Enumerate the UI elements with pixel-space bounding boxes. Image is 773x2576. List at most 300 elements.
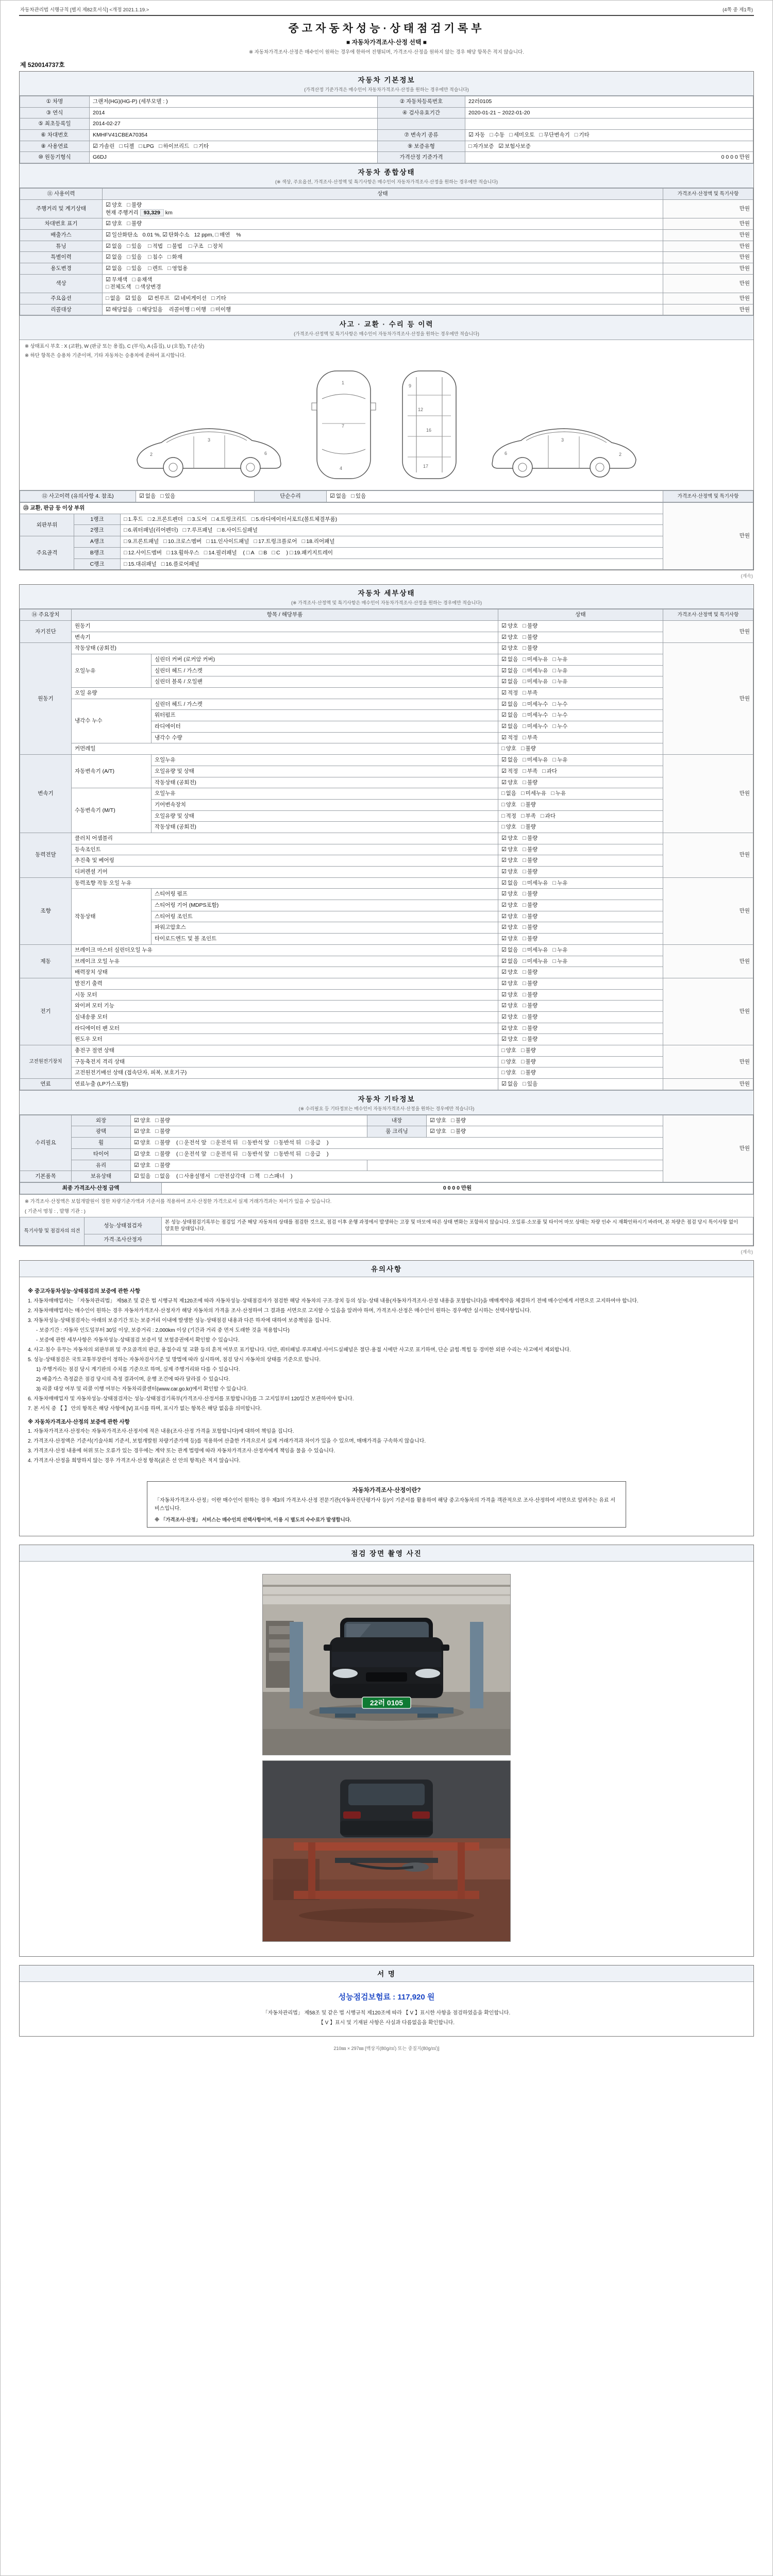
cell: 기본품목 [20,1171,72,1182]
checkbox-option: □ 불량 [523,991,538,998]
checkbox-option: □ 동반석 앞 [242,1150,270,1157]
checkbox-option: ☑ 양호 [501,969,518,976]
cell: 배출가스 [20,229,103,241]
cell: ③ 연식 [20,107,90,118]
checkbox-icon: ☑ [501,991,507,998]
cell: 수리필요 [20,1115,72,1171]
cell: 수동변속기 (M/T) [72,788,152,833]
cell [498,911,663,922]
cell: 2020-01-21 ~ 2022-01-20 [465,107,753,118]
checkbox-icon: □ [289,549,293,556]
checkbox-icon: □ [451,1128,455,1135]
checkbox-icon: □ [167,265,171,272]
svg-text:3: 3 [561,437,564,443]
checkbox-icon: ☑ [501,891,507,897]
checkbox-option: □ 디젤 [119,143,135,149]
checkbox-icon: □ [520,1047,525,1054]
cell: 만원 [663,620,753,642]
checkbox-option: □ 누수 [552,723,568,730]
cell: 최종 가격조사·산정 금액 [20,1182,162,1194]
table-row [20,1023,753,1034]
accident-history-table [20,490,753,502]
checkbox-option: □ 스패너 [264,1173,285,1180]
cell [498,989,663,1001]
checkbox-icon: □ [301,538,306,545]
checkbox-icon: ☑ [162,231,167,238]
section-title: 자동차 세부상태 [358,589,415,598]
svg-text:16: 16 [426,428,432,433]
checkbox-option: ☑ 양호 [134,1128,151,1135]
cell [498,721,663,733]
section-title: 유의사항 [371,1265,402,1273]
cell: 만원 [663,944,753,978]
section-note: (※ 가격조사·산정액 및 특기사항은 매수인이 자동차가격조사·산정을 원하는 경우에만 적습니다) [291,600,482,606]
cell: 0 0 0 0 만원 [465,152,753,163]
cell: 라디에이터 팬 모터 [72,1023,498,1034]
table-row [20,241,753,252]
cell: 배력장치 상태 [72,967,498,978]
premium-label: 성능점검보험료 : [338,1993,396,2002]
checkbox-option: ☑ 해당없음 [106,306,133,313]
checkbox-icon: □ [274,1140,278,1146]
cell: □ 12.사이드멤버 □ 13.휠하우스 □ 14.필러패널 ( □ A □ B □ C ) □ 19.패키지트레이 [121,547,663,558]
checkbox-option: □ 미세누유 [520,790,547,797]
checkbox-icon: □ [523,679,526,685]
cell [498,922,663,934]
cell: 스티어링 조인트 [152,911,498,922]
table-row [20,755,753,766]
cell: 오일 유량 [72,688,498,699]
cell: 동력전달 [20,833,72,877]
cell: ② 자동차등록번호 [378,96,465,108]
cell: 냉각수 수량 [152,732,498,743]
checkbox-icon: □ [523,757,526,764]
checkbox-option: ☑ 양호 [430,1117,447,1124]
checkbox-icon: □ [127,201,130,208]
cell [498,799,663,810]
checkbox-icon: ☑ [106,254,111,261]
checkbox-option: □ 미세누유 [523,958,548,964]
checkbox-option: ☑ 양호 [134,1117,151,1124]
checkbox-option: □ 안전삼각대 [214,1173,246,1180]
checkbox-icon: □ [215,231,219,238]
notice-block [19,1260,754,1537]
checkbox-icon: □ [523,622,526,629]
cell: 고전원전기장치 [20,1045,72,1079]
section-basic-block [19,71,754,570]
cell: 동력조향 작동 오일 누유 [72,877,498,889]
table-row [20,1079,753,1090]
checkbox-icon: ☑ [501,690,507,696]
checkbox-icon: □ [523,857,526,864]
license-plate: 22러 0105 [369,1699,404,1707]
table-row [20,525,753,536]
cell [498,967,663,978]
checkbox-icon: ☑ [468,132,474,139]
cell: 만원 [663,1115,753,1182]
checkbox-option: □ 있음 [127,254,142,261]
checkbox-option: □ 부족 [523,768,538,774]
checkbox-icon: □ [242,1150,246,1157]
cell: 만원 [663,304,753,315]
cell: B랭크 [74,547,121,558]
checkbox-icon: □ [127,243,130,249]
checkbox-icon: □ [155,1162,159,1168]
checkbox-icon: □ [155,1150,159,1157]
table-row [20,558,753,570]
cell: 만원 [663,218,753,230]
section-head-etc [20,1090,753,1115]
checkbox-option: □ 부족 [523,734,538,741]
checkbox-icon: □ [523,690,526,696]
pricing-info-box [147,1481,626,1528]
checkbox-option: ☑ 양호 [501,913,518,920]
cell: ⑧ 사용연료 [20,141,90,152]
checkbox-option: □ A [246,549,255,556]
table-row [20,1182,753,1194]
cell: 등속조인트 [72,844,498,855]
cell: ① 차명 [20,96,90,108]
cell [498,1079,663,1090]
cell: 보유상태 [72,1171,131,1182]
section-head-accident [20,315,753,340]
cell: 상태 [103,189,663,200]
checkbox-icon: □ [523,1036,526,1043]
cell: ⑥ 차대번호 [20,130,90,141]
checkbox-option: □ 유채색 [132,276,153,283]
cell [498,788,663,800]
cell [427,1115,663,1126]
checkbox-icon: □ [127,221,130,227]
checkbox-icon: □ [211,1150,215,1157]
cell: ☑ 일산화탄소 0.01 %, ☑ 탄화수소 12 ppm, □ 매연 % [103,229,663,241]
table-row [20,152,753,163]
checkbox-icon: ☑ [430,1128,435,1135]
notice-list [20,1277,753,1475]
table-row [20,609,753,621]
cell [103,252,663,263]
cell: 스티어링 기어 (MDPS포함) [152,900,498,911]
form-reference-bar [19,5,754,16]
notice-item: 3. 가격조사·산정 내용에 허위 또는 오류가 있는 경우에는 계약 또는 관계 법령에 따라 자동차가격조사·산정자에게 책임을 물을 수 있습니다. [28,1448,335,1454]
section-title: 점검 장면 촬영 사진 [351,1550,422,1558]
checkbox-option: ☑ 양호 [501,1013,518,1020]
checkbox-icon: □ [523,645,526,652]
checkbox-option: □ 있음 [523,1081,538,1088]
checkbox-option: ☑ 양호 [501,1025,518,1031]
checkbox-icon: ☑ [501,1081,507,1088]
cell [498,710,663,721]
checkbox-option: □ 불량 [523,634,538,640]
cell [103,241,663,252]
checkbox-option: □ 매연 [215,231,230,238]
checkbox-icon: □ [520,790,525,797]
cell: 원동기 [20,643,72,755]
checkbox-option: ☑ 적정 [501,690,518,696]
checkbox-icon: □ [520,812,525,819]
checkbox-option: □ 미세누유 [523,879,548,886]
table-row [20,1217,753,1234]
inspection-photo-front [262,1574,511,1755]
section-title: 서 명 [377,1970,396,1978]
cell: 연료누출 (LP가스포함) [72,1079,498,1090]
cell: 만원 [663,755,753,833]
checkbox-option: □ 있음 [351,493,366,500]
checkbox-option: ☑ 양호 [501,634,518,640]
cell: 만원 [663,1079,753,1090]
checkbox-option: □ 동반석 앞 [242,1140,270,1146]
checkbox-option: □ 장치 [208,243,223,249]
cell [498,944,663,956]
table-row [20,514,753,525]
checkbox-icon: □ [148,265,152,272]
cell [498,620,663,632]
checkbox-option: □ 불량 [451,1128,466,1135]
table-row [20,699,753,710]
checkbox-option: □ 운전석 뒤 [211,1150,238,1157]
checkbox-option: □ 누유 [552,946,568,953]
checkbox-icon: □ [124,516,127,522]
notice-item: 2) 배출가스 측정값은 점검 당시의 측정 결과이며, 운행 조건에 따라 달라질 수 있습니다. [36,1376,230,1382]
notice-item: - 보증기간 : 자동차 인도일부터 30일 이상, 보증거리 : 2,000km 이상 (기간과 거리 중 먼저 도래한 것을 적용합니다) [36,1327,290,1333]
cell [465,130,753,141]
cell [136,491,255,502]
car-diagrams [20,362,753,490]
cell: 차대번호 표기 [20,218,103,230]
checkbox-icon: ☑ [501,946,507,953]
checkbox-option: ☑ 없음 [106,254,123,261]
cell: 자기진단 [20,620,72,642]
table-row [20,1126,753,1138]
checkbox-icon: ☑ [430,1117,435,1124]
cell [121,525,663,536]
document-number: 제 520014737호 [20,61,65,69]
cell [498,1045,663,1057]
checkbox-icon: □ [552,879,557,886]
cell: C랭크 [74,558,121,570]
checkbox-option: ☑ 없음 [501,656,518,663]
cell [498,766,663,777]
cell [131,1126,367,1138]
notice-item: 1. 자동차가격조사·산정자는 자동차가격조사·산정서에 적은 내용(조사·산정 가격을 포함합니다)에 대하여 책임을 집니다. [28,1429,294,1435]
cell: ⑪ 사용이력 [20,189,103,200]
table-row [20,199,753,218]
cell: 제동 [20,944,72,978]
checkbox-icon: □ [523,879,526,886]
checkbox-icon: ☑ [106,265,111,272]
table-row [20,620,753,632]
table-row [20,1115,753,1126]
table-row [20,141,753,152]
table-row [20,978,753,989]
cell: 휠 [72,1138,131,1149]
car-diagram-side-right [479,405,644,483]
checkbox-option: ☑ 없음 [501,757,518,764]
checkbox-option: ☑ 없음 [501,723,518,730]
cell: 기어변속장치 [152,799,498,810]
cell: 와이퍼 모터 기능 [72,1001,498,1012]
checkbox-icon: □ [523,1081,526,1088]
cell [498,755,663,766]
table-row [20,218,753,230]
checkbox-option: □ 불량 [523,936,538,942]
checkbox-option: □ 10.크로스멤버 [163,538,202,545]
checkbox-option: □ 해당있음 [137,306,163,313]
checkbox-option: □ 15.대쉬패널 [124,561,157,567]
checkbox-icon: □ [106,284,109,291]
checkbox-option: ☑ 적정 [501,734,518,741]
checkbox-icon: ☑ [501,835,507,841]
cell [498,810,663,822]
section-title: 사고 · 교환 · 수리 등 이력 [339,320,434,329]
cell: 내장 [367,1115,427,1126]
cell: 색상 [20,274,103,293]
checkbox-option: □ 불량 [451,1117,466,1124]
checkbox-icon: □ [211,295,215,301]
table-row [20,96,753,108]
cell: ☑ 있음 □ 없음 ( □ 사용설명서 □ 안전삼각대 □ 잭 □ 스패너 ) [131,1171,663,1182]
cell: 주요옵션 [20,293,103,304]
checkbox-icon: □ [274,1150,278,1157]
etc-info-table [20,1115,753,1182]
cell: ☑ 해당없음 □ 해당있음 리콜이행 □ 이행 □ 미이행 [103,304,663,315]
checkbox-icon: □ [132,276,136,283]
checkbox-icon: □ [501,801,505,808]
checkbox-option: □ 14.필러패널 [204,549,237,556]
checkbox-option: ☑ 일산화탄소 [106,231,138,238]
table-row [20,1011,753,1023]
cell: ☑ 양호 □ 불량 현재 주행거리 93,329 km [103,199,663,218]
checkbox-option: ☑ 무채색 [106,276,128,283]
overall-condition-table [20,188,753,315]
checkbox-icon: □ [158,143,162,149]
checkbox-option: □ 18.리어패널 [301,538,335,545]
checkbox-option: □ 동반석 뒤 [274,1150,301,1157]
cell [103,218,663,230]
checkbox-option: ☑ 적정 [501,768,518,774]
cell: ⑤ 최초등록일 [20,118,90,130]
cell: 추진축 및 베어링 [72,855,498,867]
checkbox-option: □ 전체도색 [106,284,131,291]
table-row [20,130,753,141]
checkbox-icon: □ [137,306,141,313]
checkbox-option: ☑ 없음 [501,679,518,685]
checkbox-option: □ 미세누수 [523,712,548,719]
checkbox-option: □ 기타 [574,132,590,139]
cell [103,274,663,293]
checkbox-option: □ LPG [139,143,154,149]
premium-value: 117,920 원 [397,1993,435,2002]
checkbox-option: □ 불량 [523,1013,538,1020]
table-row [20,547,753,558]
final-price-note2: ( 기준서 명칭 : , 발행 기관 : ) [25,1208,86,1214]
checkbox-option: ☑ 없음 [106,265,123,272]
checkbox-option: □ 운전석 앞 [179,1140,207,1146]
cell: 2014-02-27 [90,118,378,130]
cell: 주요골격 [20,536,74,570]
checkbox-icon: □ [552,667,557,674]
checkbox-icon: ☑ [501,1013,507,1020]
checkbox-icon: □ [204,549,208,556]
checkbox-icon: □ [523,891,526,897]
checkbox-icon: □ [161,561,165,567]
checkbox-icon: ☑ [501,645,507,652]
checkbox-icon: □ [552,757,557,764]
checkbox-icon: ☑ [501,913,507,920]
checkbox-icon: ☑ [501,667,507,674]
checkbox-option: □ 운전석 앞 [179,1150,207,1157]
checkbox-option: □ 누유 [552,958,568,964]
cell [498,1056,663,1067]
checkbox-option: □ 7.루프패널 [182,527,213,534]
checkbox-icon: ☑ [501,936,507,942]
checkbox-option: □ 누유 [552,667,568,674]
section-note: (※ 색상, 주요옵션, 가격조사·산정액 및 특기사항은 매수인이 자동차가격조사·산정을 원하는 경우에만 적습니다) [275,179,498,185]
checkbox-option: ☑ 네비게이션 [174,295,207,301]
cell: 만원 [663,293,753,304]
cell [498,743,663,755]
cell [465,118,753,130]
final-price-table [20,1182,753,1194]
checkbox-option: □ 양호 [501,745,516,752]
cell: 오일누유 [72,654,152,687]
checkbox-option: □ 누유 [552,656,568,663]
checkbox-icon: □ [501,1070,505,1076]
checkbox-option: □ 응급 [306,1150,321,1157]
checkbox-icon: ☑ [106,221,111,227]
checkbox-icon: □ [167,254,171,261]
cell [498,643,663,654]
cell [498,844,663,855]
checkbox-option: □ 렌트 [148,265,163,272]
checkbox-icon: ☑ [106,201,111,208]
section-note: (가격조사·산정액 및 특기사항은 매수인이 자동차가격조사·산정을 원하는 경우에만 적습니다) [294,331,479,337]
checkbox-option: □ 사용설명서 [179,1173,210,1180]
checkbox-icon: □ [194,143,197,149]
table-row [20,632,753,643]
checkbox-icon: □ [217,527,221,534]
table-row [20,877,753,889]
cell: A랭크 [74,536,121,548]
cell [427,1126,663,1138]
checkbox-icon: ☑ [125,295,130,301]
table-row [20,1160,753,1171]
checkbox-icon: □ [490,132,493,139]
checkbox-icon: □ [540,812,544,819]
checkbox-icon: □ [523,734,526,741]
cell: 커먼레일 [72,743,498,755]
cell: ④ 검사유효기간 [378,107,465,118]
svg-text:2: 2 [619,452,622,457]
checkbox-icon: □ [124,549,127,556]
pricing-info-note: ※ 「가격조사·산정」 서비스는 매수인의 선택사항이며, 이용 시 별도의 수수료가 발생합니다. [155,1517,351,1523]
checkbox-icon: □ [166,549,170,556]
checkbox-icon: ☑ [106,231,111,238]
signature-body [20,1982,753,2036]
checkbox-option: ☑ 있음 [125,295,142,301]
state-code-legend2: ※ 하단 항목은 승용차 기준이며, 기타 자동차는 승용차에 준하여 표시합니다. [25,353,186,359]
cell: 변속기 [72,632,498,643]
section-note: (가격산정 기준가격은 매수인이 자동차가격조사·산정을 원하는 경우에만 적습니다) [304,87,469,92]
checkbox-option: □ 4.트렁크리드 [211,516,247,522]
cell: 만원 [663,877,753,944]
table-row [20,956,753,967]
svg-text:2: 2 [150,452,153,457]
cell: 가격조사·산정액 및 특기사항 [663,491,753,502]
checkbox-icon: □ [523,869,526,875]
table-row [20,1148,753,1160]
checkbox-icon: □ [155,1128,159,1135]
